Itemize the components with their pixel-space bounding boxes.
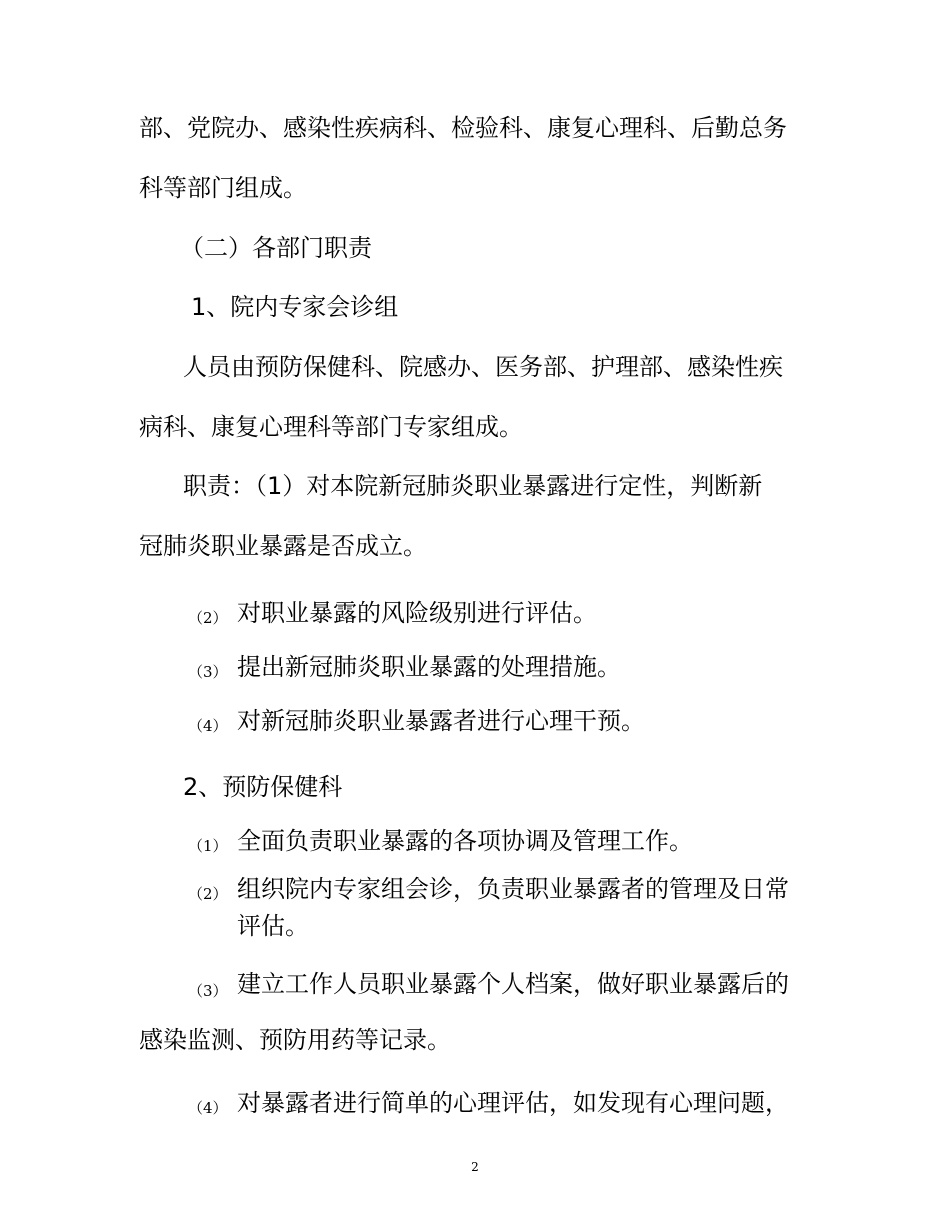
list-number: （3）	[188, 982, 228, 1000]
list-number: （4）	[188, 717, 228, 735]
paragraph-line: 人员由预防保健科、院感办、医务部、护理部、感染性疾	[183, 353, 783, 381]
paragraph-line: 病科、康复心理科等部门专家组成。	[139, 413, 523, 441]
list-number: （2）	[188, 609, 228, 627]
paragraph-line: 职责：（1）对本院新冠肺炎职业暴露进行定性，判断新	[183, 472, 763, 500]
list-number: （1）	[188, 837, 228, 855]
page-number: 2	[471, 1160, 479, 1174]
paragraph-line: 部、党院办、感染性疾病科、检验科、康复心理科、后勤总务	[139, 114, 787, 142]
paragraph-line: 冠肺炎职业暴露是否成立。	[139, 532, 427, 560]
list-item: 提出新冠肺炎职业暴露的处理措施。	[237, 653, 621, 681]
list-item: 对暴露者进行简单的心理评估，如发现有心理问题，	[237, 1089, 789, 1117]
subsection-heading: 2、预防保健科	[183, 773, 343, 801]
list-number: （3）	[188, 663, 228, 681]
section-heading: （二）各部门职责	[180, 234, 372, 262]
paragraph-line: 科等部门组成。	[139, 174, 307, 202]
list-item: 建立工作人员职业暴露个人档案，做好职业暴露后的	[237, 970, 789, 998]
subsection-heading: 1、院内专家会诊组	[191, 293, 399, 321]
list-number: （2）	[188, 885, 228, 903]
list-item: 全面负责职业暴露的各项协调及管理工作。	[237, 827, 693, 855]
list-item: 对新冠肺炎职业暴露者进行心理干预。	[237, 707, 645, 735]
list-item: 组织院内专家组会诊，负责职业暴露者的管理及日常	[237, 875, 789, 903]
list-item: 对职业暴露的风险级别进行评估。	[237, 599, 597, 627]
list-number: （4）	[188, 1099, 228, 1117]
paragraph-line: 感染监测、预防用药等记录。	[139, 1026, 451, 1054]
list-item-continuation: 评估。	[237, 912, 309, 940]
